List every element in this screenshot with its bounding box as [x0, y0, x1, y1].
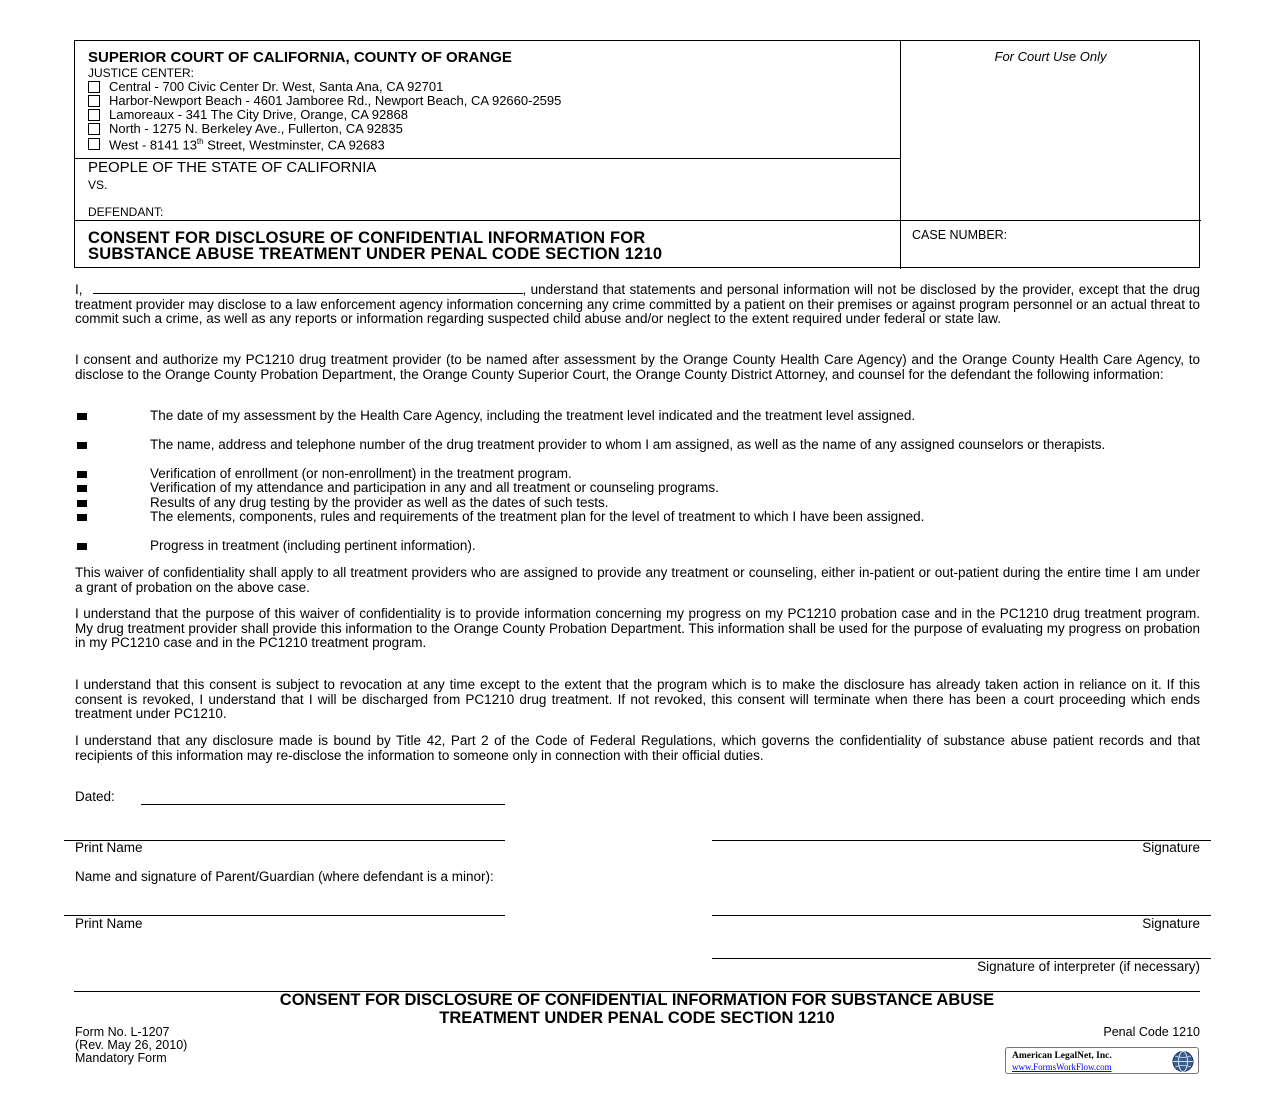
location-lamoreaux[interactable] — [88, 107, 408, 122]
list-item-text: The elements, components, rules and requirements of the treatment plan for the level of treatment to which I have been assigned. — [150, 509, 925, 524]
location-label: Lamoreaux - 341 The City Drive, Orange, CA 92868 — [109, 107, 408, 122]
publisher-url[interactable]: www.FormsWorkFlow.com — [1012, 1062, 1112, 1072]
form-title-line-2: SUBSTANCE ABUSE TREATMENT UNDER PENAL CODE SECTION 1210 — [88, 245, 663, 263]
checkbox[interactable] — [88, 123, 100, 135]
location-label: North - 1275 N. Berkeley Ave., Fullerton, CA 92835 — [109, 121, 403, 136]
location-harbor[interactable] — [88, 93, 561, 108]
list-item-text: The date of my assessment by the Health Care Agency, including the treatment level indicated and the treatment level assigned. — [150, 408, 916, 423]
court-use-only: For Court Use Only — [994, 49, 1107, 64]
footer-title-line-2: TREATMENT UNDER PENAL CODE SECTION 1210 — [439, 1009, 835, 1027]
list-item-text: The name, address and telephone number of the drug treatment provider to whom I am assigned, as well as the name of any assigned counselors or therapists. — [150, 437, 1106, 452]
footer-title-line-1: CONSENT FOR DISCLOSURE OF CONFIDENTIAL INFORMATION FOR SUBSTANCE ABUSE — [279, 991, 995, 1009]
checkbox[interactable] — [88, 109, 100, 121]
name-prefix: I, — [75, 282, 83, 297]
signature-label: Signature — [1142, 840, 1200, 855]
dated-field[interactable] — [141, 804, 505, 805]
caption-divider-vertical — [900, 41, 901, 269]
west-pre: West - 8141 13 — [109, 137, 197, 153]
bullet-icon — [77, 485, 87, 492]
court-name: SUPERIOR COURT OF CALIFORNIA, COUNTY OF ORANGE — [88, 49, 512, 66]
guardian-signature-label: Signature — [1142, 916, 1200, 931]
bullet-icon — [77, 471, 87, 478]
checkbox[interactable] — [88, 138, 100, 150]
west-post: Street, Westminster, CA 92683 — [203, 137, 385, 153]
list-item-text: Verification of my attendance and participation in any and all treatment or counseling programs. — [150, 480, 719, 495]
bullet-icon — [77, 500, 87, 507]
guardian-label: Name and signature of Parent/Guardian (where defendant is a minor): — [75, 869, 494, 884]
justice-center-label: JUSTICE CENTER: — [88, 66, 195, 80]
location-label: Central - 700 Civic Center Dr. West, Santa Ana, CA 92701 — [109, 79, 444, 94]
location-west[interactable] — [88, 136, 385, 151]
signature-field[interactable] — [712, 840, 1211, 841]
interpreter-label: Signature of interpreter (if necessary) — [977, 959, 1200, 974]
globe-icon — [1171, 1050, 1195, 1073]
form-info — [75, 1026, 187, 1065]
bullet-icon — [77, 543, 87, 550]
caption-divider-2 — [75, 220, 1201, 221]
location-label — [109, 134, 385, 152]
case-number-label: CASE NUMBER: — [912, 228, 1008, 242]
bullet-icon — [77, 413, 87, 420]
bullet-icon — [77, 514, 87, 521]
paragraph-waiver-scope: This waiver of confidentiality shall apply to all treatment providers who are assigned to provide any treatment or counseling, either in-patient or out-patient during the entire time I am under a grant of probation on the above case. — [75, 565, 1200, 595]
location-central[interactable] — [88, 79, 443, 94]
paragraph-waiver-purpose: I understand that the purpose of this waiver of confidentiality is to provide information concerning my progress on my PC1210 probation case and in the PC1210 drug treatment program. My drug treatment provider shall provide this information to the Orange County Probation Department. This information shall be used for the purpose of evaluating my progress on probation in my PC1210 case and in the PC1210 treatment program. — [75, 606, 1200, 650]
checkbox[interactable] — [88, 95, 100, 107]
list-item-text: Progress in treatment (including pertinent information). — [150, 538, 476, 553]
list-item-text: Results of any drug testing by the provider as well as the dates of such tests. — [150, 495, 609, 510]
penal-code-ref: Penal Code 1210 — [1103, 1025, 1200, 1039]
location-label: Harbor-Newport Beach - 4601 Jamboree Rd., Newport Beach, CA 92660-2595 — [109, 93, 562, 108]
name-blank[interactable] — [93, 283, 523, 294]
checkbox[interactable] — [88, 81, 100, 93]
form-title-line-1: CONSENT FOR DISCLOSURE OF CONFIDENTIAL INFORMATION FOR — [88, 229, 646, 247]
revision-date: (Rev. May 26, 2010) — [75, 1038, 188, 1052]
form-number: Form No. L-1207 — [75, 1025, 170, 1039]
publisher-name: American LegalNet, Inc. — [1012, 1051, 1112, 1061]
paragraph-revocation: I understand that this consent is subject to revocation at any time except to the extent that the program which is to make the disclosure has already taken action in reliance on it. If this consent is revoked, I understand that I will be discharged from PC1210 drug treatment. If not revoked, this consent will terminate when there has been a court proceeding which ends treatment under PC1210. — [75, 677, 1200, 721]
print-name-label: Print Name — [75, 840, 143, 855]
caption-box — [74, 40, 1200, 268]
paragraph-federal-regulations: I understand that any disclosure made is bound by Title 42, Part 2 of the Code of Federal Regulations, which governs the confidentiality of substance abuse patient records and that recipients of this information may re-disclose the information to someone only in connection with their official duties. — [75, 733, 1200, 763]
paragraph-disclosure-limits — [75, 283, 1200, 327]
west-sup: th — [196, 137, 204, 147]
mandatory-form: Mandatory Form — [75, 1051, 167, 1065]
list-item-text: Verification of enrollment (or non-enrollment) in the treatment program. — [150, 466, 572, 481]
footer-title — [74, 991, 1200, 1027]
paragraph-consent: I consent and authorize my PC1210 drug treatment provider (to be named after assessment by the Orange County Health Care Agency) and the Orange County Health Care Agency, to disclose to the Orange County Probation Department, the Orange County Superior Court, the Orange County District Attorney, and counsel for the defendant the following information: — [75, 352, 1200, 382]
bullet-icon — [77, 442, 87, 449]
people-label: PEOPLE OF THE STATE OF CALIFORNIA — [88, 159, 377, 176]
dated-label: Dated: — [75, 789, 115, 804]
guardian-signature-field[interactable] — [712, 915, 1211, 916]
paragraph-1-text: , understand that statements and personal information will not be disclosed by the provider, except that the drug treatment provider may disclose to a law enforcement agency information concerning any crime committed by a patient on their premises or against program personnel or an actual threat to commit such a crime, as well as any reports or information regarding suspected child abuse and/or neglect to the extent required under federal or state law. — [75, 282, 1200, 326]
publisher-logo[interactable] — [1005, 1047, 1199, 1074]
vs-label: VS. — [88, 178, 108, 192]
form-title — [88, 230, 662, 262]
defendant-label: DEFENDANT: — [88, 205, 164, 219]
guardian-print-name-label: Print Name — [75, 916, 143, 931]
